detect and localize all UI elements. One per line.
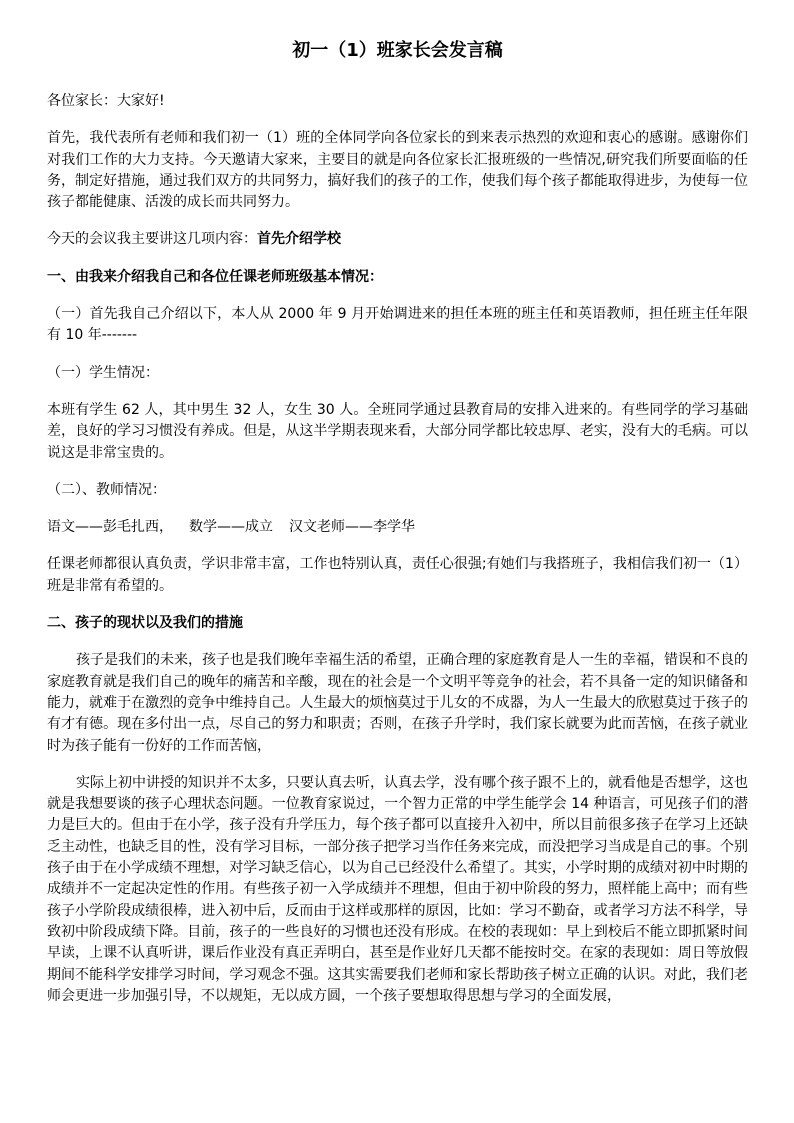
teacher-item: 数学——成立 (189, 519, 273, 536)
agenda-line (47, 229, 748, 250)
students-heading: （一）学生情况： (47, 364, 159, 381)
actual-paragraph: 实际上初中讲授的知识并不太多，只要认真去听，认真去学，没有哪个孩子跟不上的，就看他是否想学，这也就是我想要谈的孩子心理状态问题。一位教育家说过，一个智力正常的中学生能学会 14 种语言，可见孩子们的潜力是巨大的。但由于在小学，孩子没有升学压力，每个孩子都可以直接升入初中，所以目前很多孩子在学习上还缺乏主动性，也缺乏目的性，没有学习目标，一部分孩子把学习当作任务来完成，而没把学习当成是自己的事。个别孩子由于在小学成绩不理想，对学习缺乏信心，以为自己已经没什么希望了。其实，小学时期的成绩对初中时期的成绩并不一定起决定性的作用。有些孩子初一入学成绩并不理想，但由于初中阶段的努力，照样能上高中；而有些孩子小学阶段成绩很棒，进入初中后，反而由于这样或那样的原因，比如：学习不勤奋，或者学习方法不科学，导致初中阶段成绩下降。目前，孩子的一些良好的习惯也还没有形成。在校的表现如：早上到校后不能立即抓紧时间早读，上课不认真听讲，课后作业没有真正弄明白，甚至是作业好几天都不能按时交。在家的表现如：周日等放假期间不能科学安排学习时间，学习观念不强。这其实需要我们老师和家长帮助孩子树立正确的认识。对此，我们老师会更进一步加强引导，不以规矩，无以成方圆，一个孩子要想取得思想与学习的全面发展， (47, 774, 748, 1004)
section1-heading: 一、由我来介绍我自己和各位任课老师班级基本情况： (47, 268, 383, 285)
agenda-bold: 首先介绍学校 (257, 231, 341, 248)
self-intro-paragraph: （一）首先我自己介绍以下，本人从 2000 年 9 月开始调进来的担任本班的班主任和英语教师，担任班主任年限有 10 年------- (47, 306, 748, 344)
teachers-heading: （二）、教师情况： (47, 481, 166, 498)
teachers-list (47, 517, 748, 538)
intro-paragraph: 首先，我代表所有老师和我们初一（1）班的全体同学向各位家长的到来表示热烈的欢迎和衷心的感谢。感谢你们对我们工作的大力支持。今天邀请大家来，主要目的就是向各位家长汇报班级的一些情况,研究我们所要面临的任务，制定好措施，通过我们双方的共同努力，搞好我们的孩子的工作，使我们每个孩子都能取得进步，为使每一位孩子都能健康、活泼的成长而共同努力。 (47, 130, 748, 211)
teachers-comment: 任课老师都很认真负责，学识非常丰富，工作也特别认真，责任心很强;有她们与我搭班子，我相信我们初一（1）班是非常有希望的。 (47, 556, 748, 594)
teacher-item: 语文——彭毛扎西， (47, 519, 173, 536)
greeting: 各位家长：大家好! (47, 93, 165, 109)
agenda-prefix: 今天的会议我主要讲这几项内容： (47, 231, 257, 248)
students-paragraph: 本班有学生 62 人，其中男生 32 人，女生 30 人。全班同学通过县教育局的安排入进来的。有些同学的学习基础差，良好的学习习惯没有养成。但是，从这半学期表现来看，大部分同学都比较忠厚、老实，没有大的毛病。可以说这是非常宝贵的。 (47, 401, 748, 461)
section2-heading: 二、孩子的现状以及我们的措施 (47, 615, 243, 632)
future-paragraph: 孩子是我们的未来，孩子也是我们晚年幸福生活的希望，正确合理的家庭教育是人一生的幸福，错误和不良的家庭教育就是我们自己的晚年的痛苦和辛酸，现在的社会是一个文明平等竞争的社会，若不具备一定的知识储备和能力，就难于在激烈的竞争中维持自己。人生最大的烦恼莫过于儿女的不成器，为人一生最大的欣慰莫过于孩子的有才有德。现在多付出一点，尽自己的努力和职责；否则，在孩子升学时，我们家长就要为此而苦恼，在孩子就业时为孩子能有一份好的工作而苦恼， (47, 652, 748, 754)
teacher-item: 汉文老师——李学华 (289, 519, 415, 536)
document-title: 初一（1）班家长会发言稿 (292, 40, 503, 61)
